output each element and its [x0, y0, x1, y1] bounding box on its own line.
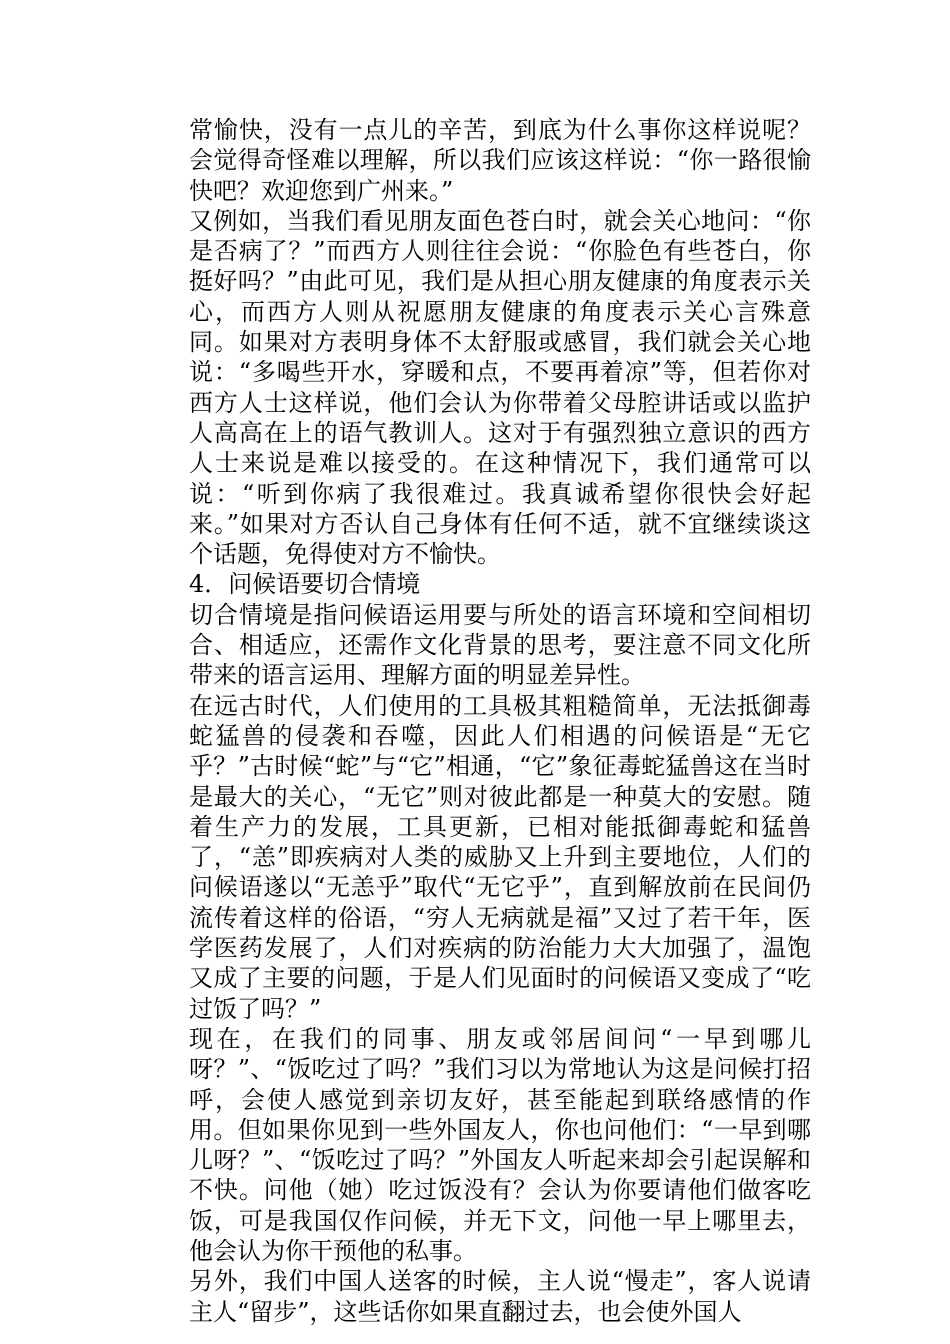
- document-body: [189, 115, 811, 1327]
- paragraph: 又例如，当我们看见朋友面色苍白时，就会关心地问：“你是否病了？”而西方人则往往会说：“你脸色有些苍白，你挺好吗？”由此可见，我们是从担心朋友健康的角度表示关心，而西方人则从祝愿朋友健康的角度表示关心言殊意同。如果对方表明身体不太舒服或感冒，我们就会关心地说：“多喝些开水，穿暖和点，不要再着凉”等，但若你对西方人士这样说，他们会认为你带着父母腔讲话或以监护人高高在上的语气教训人。这对于有强烈独立意识的西方人士来说是难以接受的。在这种情况下，我们通常可以说：“听到你病了我很难过。我真诚希望你很快会好起来。”如果对方否认自己身体有任何不适，就不宜继续谈这个话题，免得使对方不愉快。: [189, 206, 811, 569]
- section-heading: 4．问候语要切合情境: [189, 570, 421, 599]
- paragraph: 在远古时代，人们使用的工具极其粗糙简单，无法抵御毒蛇猛兽的侵袭和吞噬，因此人们相遇的问候语是“无它乎？”古时候“蛇”与“它”相通，“它”象征毒蛇猛兽这在当时是最大的关心，“无它”则对彼此都是一种莫大的安慰。随着生产力的发展，工具更新，已相对能抵御毒蛇和猛兽了，“恙”即疾病对人类的威胁又上升到主要地位，人们的问候语遂以“无恙乎”取代“无它乎”，直到解放前在民间仍流传着这样的俗语，“穷人无病就是福”又过了若干年，医学医药发展了，人们对疾病的防治能力大大加强了，温饱又成了主要的问题，于是人们见面时的问候语又变成了“吃过饭了吗？”: [189, 691, 811, 1023]
- paragraph: 现在，在我们的同事、朋友或邻居间问“一早到哪儿呀？”、“饭吃过了吗？”我们习以为常地认为这是问候打招呼，会使人感觉到亲切友好，甚至能起到联络感情的作用。但如果你见到一些外国友人，你也问他们：“一早到哪儿呀？”、“饭吃过了吗？”外国友人听起来却会引起误解和不快。问他（她）吃过饭没有？会认为你要请他们做客吃饭，可是我国仅作问候，并无下文，问他一早上哪里去，他会认为你干预他的私事。: [189, 1024, 811, 1265]
- paragraph: 切合情境是指问候语运用要与所处的语言环境和空间相切合、相适应，还需作文化背景的思考，要注意不同文化所带来的语言运用、理解方面的明显差异性。: [189, 600, 811, 690]
- paragraph: 另外，我们中国人送客的时候，主人说“慢走”，客人说请主人“留步”，这些话你如果直翻过去，也会使外国人: [189, 1267, 811, 1326]
- paragraph: 常愉快，没有一点儿的辛苦，到底为什么事你这样说呢？会觉得奇怪难以理解，所以我们应该这样说：“你一路很愉快吧？欢迎您到广州来。”: [189, 116, 811, 205]
